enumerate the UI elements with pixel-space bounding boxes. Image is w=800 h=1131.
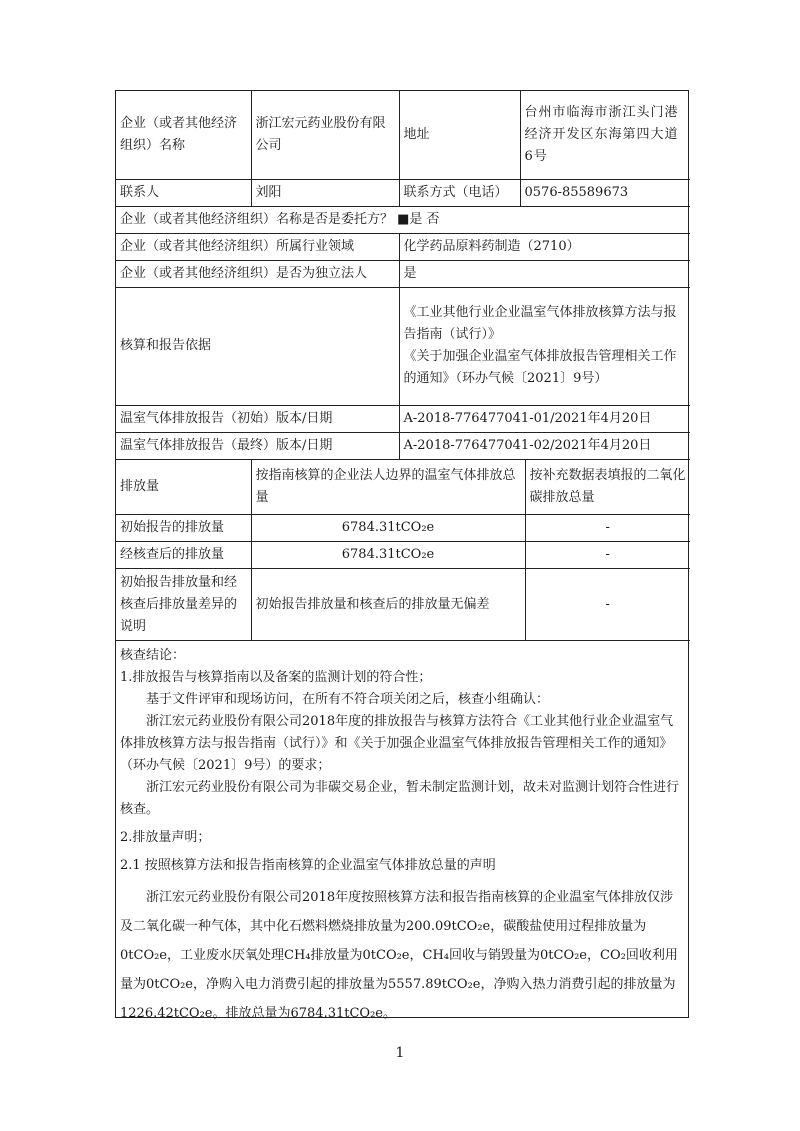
verified-emission-row — [116, 542, 690, 569]
industry-label: 企业（或者其他经济组织）所属行业领域 — [116, 233, 399, 260]
conclusion-item2-heading: 2.排放量声明； — [120, 830, 211, 845]
basis-value — [399, 287, 690, 405]
contact-value: 刘阳 — [251, 179, 399, 206]
verification-form — [115, 90, 689, 1021]
initial-co2-value: - — [525, 515, 690, 542]
verified-emission-value: 6784.31tCO₂e — [251, 542, 525, 569]
initial-report-value: A-2018-776477041-01/2021年4月20日 — [399, 405, 690, 432]
conclusion-title: 核查结论： — [120, 648, 186, 663]
basis-line-2: 《关于加强企业温室气体排放报告管理相关工作的通知》（环办气候〔2021〕9号） — [403, 349, 677, 386]
verified-emission-label: 经核查后的排放量 — [116, 542, 251, 569]
difference-value: 初始报告排放量和核查后的排放量无偏差 — [251, 569, 525, 641]
basis-line-1: 《工业其他行业企业温室气体排放核算方法与报告指南（试行）》 — [403, 305, 677, 342]
difference-co2-value: - — [525, 569, 690, 641]
emission-header-row — [116, 460, 690, 515]
company-value: 浙江宏元药业股份有限公司 — [251, 91, 399, 179]
address-label: 地址 — [399, 91, 520, 179]
conclusion-item21-heading: 2.1 按照核算方法和报告指南核算的企业温室气体排放总量的声明 — [120, 858, 496, 873]
initial-emission-value: 6784.31tCO₂e — [251, 515, 525, 542]
emission-header-col2: 按指南核算的企业法人边界的温室气体排放总量 — [251, 460, 525, 515]
basis-row — [116, 287, 690, 405]
basis-label: 核算和报告依据 — [116, 287, 399, 405]
contact-row — [116, 179, 690, 206]
emission-table — [116, 460, 690, 642]
info-table — [116, 91, 690, 460]
legal-label: 企业（或者其他经济组织）是否为独立法人 — [116, 260, 399, 287]
final-report-label: 温室气体排放报告（最终）版本/日期 — [116, 432, 399, 459]
initial-emission-label: 初始报告的排放量 — [116, 515, 251, 542]
difference-row — [116, 569, 690, 641]
company-label: 企业（或者其他经济组织）名称 — [116, 91, 251, 179]
entrusted-text: 企业（或者其他经济组织）名称是否是委托方？ ■是 否 — [116, 206, 690, 233]
conclusion-item1-heading: 1.排放报告与核算指南以及备案的监测计划的符合性； — [120, 670, 432, 685]
industry-value: 化学药品原料药制造（2710） — [399, 233, 690, 260]
conclusion-item21-paragraph: 浙江宏元药业股份有限公司2018年度按照核算方法和报告指南核算的企业温室气体排放仅涉及二氧化碳一种气体，其中化石燃料燃烧排放量为200.09tCO₂e，碳酸盐使用过程排放量为0tCO₂e，工业废水厌氧处理CH₄排放量为0tCO₂e，CH₄回收与销毁量为0tCO₂e，CO₂回收利用量为0tCO₂e，净购入电力消费引起的排放量为5557.89tCO₂e，净购入热力消费引起的排放量为1226.42tCO₂e。排放总量为6784.31tCO₂e。 — [120, 890, 678, 1021]
conclusion-item1-p2: 浙江宏元药业股份有限公司2018年度的排放报告与核算方法符合《工业其他行业企业温室气体排放核算方法与报告指南（试行）》和《关于加强企业温室气体排放报告管理相关工作的通知》（环办气候〔2021〕9号）的要求； — [120, 714, 674, 773]
initial-report-label: 温室气体排放报告（初始）版本/日期 — [116, 405, 399, 432]
legal-value: 是 — [399, 260, 690, 287]
initial-report-row — [116, 405, 690, 432]
final-report-value: A-2018-776477041-02/2021年4月20日 — [399, 432, 690, 459]
emission-header-col3: 按补充数据表填报的二氧化碳排放总量 — [525, 460, 690, 515]
initial-emission-row — [116, 515, 690, 542]
difference-label: 初始报告排放量和经核查后排放量差异的说明 — [116, 569, 251, 641]
conclusion-item1-p1: 基于文件评审和现场访问，在所有不符合项关闭之后，核查小组确认： — [146, 692, 550, 707]
phone-label: 联系方式（电话） — [399, 179, 520, 206]
industry-row — [116, 233, 690, 260]
page-number: 1 — [395, 1045, 405, 1061]
verification-conclusion — [116, 641, 688, 1034]
phone-value: 0576-85589673 — [520, 179, 690, 206]
final-report-row — [116, 432, 690, 459]
legal-row — [116, 260, 690, 287]
conclusion-item1-p3: 浙江宏元药业股份有限公司为非碳交易企业，暂未制定监测计划，故未对监测计划符合性进行核查。 — [120, 780, 680, 817]
verified-co2-value: - — [525, 542, 690, 569]
entrusted-row — [116, 206, 690, 233]
contact-label: 联系人 — [116, 179, 251, 206]
company-row — [116, 91, 690, 179]
address-value: 台州市临海市浙江头门港经济开发区东海第四大道6号 — [520, 91, 690, 179]
emission-header-label: 排放量 — [116, 460, 251, 515]
